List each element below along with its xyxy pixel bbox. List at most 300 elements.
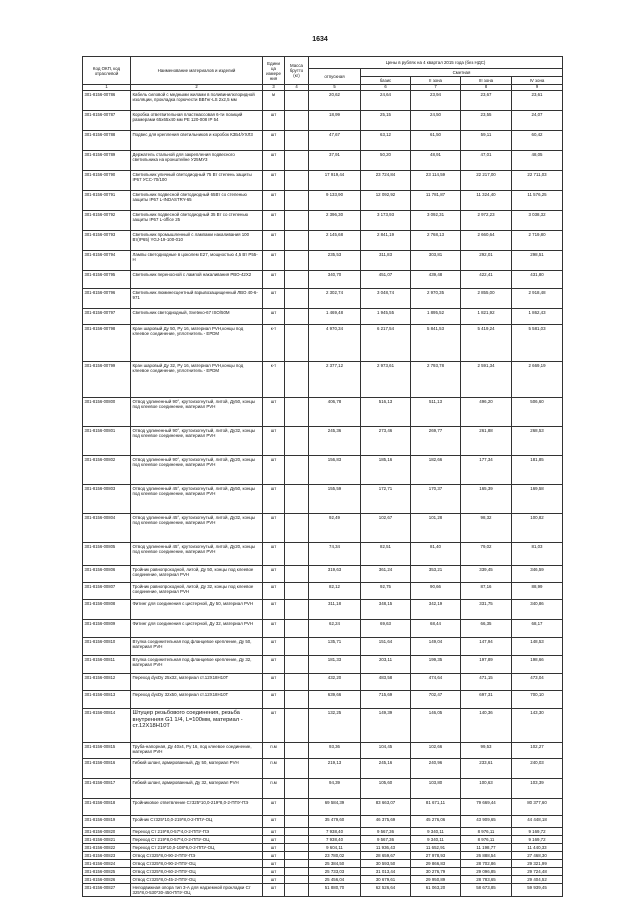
header-base: базис [361, 77, 411, 85]
price-zone3: 422,41 [461, 271, 512, 289]
price-code: 301-8156-00790 [83, 171, 131, 191]
price-zone4: 29 404,52 [512, 876, 563, 884]
price-code: 301-8156-00787 [83, 111, 131, 131]
price-zone2: 9 340,11 [411, 836, 461, 844]
header-zone2: II зона [411, 77, 461, 85]
price-release: 235,53 [309, 251, 361, 271]
price-name: Втулка соединительная под фланцевое крепление, Ду 50, материал PVH [131, 638, 263, 656]
price-zone4: 298,51 [512, 251, 563, 271]
price-code: 301-8156-00798 [83, 325, 131, 362]
price-release: 1 469,48 [309, 309, 361, 325]
price-zone2: 342,19 [411, 600, 461, 620]
price-mass [285, 131, 309, 151]
price-zone3: 66,35 [461, 620, 512, 638]
price-zone3: 2 591,34 [461, 362, 512, 398]
price-code: 301-8156-00824 [83, 860, 131, 868]
price-release: 219,13 [309, 759, 361, 779]
price-release: 319,63 [309, 566, 361, 583]
price-release: 9 604,11 [309, 844, 361, 852]
price-code: 301-8156-00818 [83, 799, 131, 816]
price-code: 301-8156-00803 [83, 485, 131, 514]
price-zone3: 29 096,85 [461, 868, 512, 876]
price-zone2: 702,47 [411, 691, 461, 709]
price-base: 83 663,07 [361, 799, 411, 816]
price-name: Штуцер резьбового соединения, резьба внутренняя G1 1/4, L=100мм, материал - ст.12Х18Н10Т [131, 709, 263, 743]
price-mass [285, 583, 309, 600]
price-name: Отвод удлиненный 45°, крутоизогнутый, литой, Ду32, концы под клеевое соединение, материал PVH [131, 514, 263, 543]
price-name: Коробка ответвительная пластмассовая 6-ти позиций размерами 65х65х40 мм РЕ 120-008 IP 54 [131, 111, 263, 131]
price-code: 301-8156-00825 [83, 868, 131, 876]
price-zone3: 47,01 [461, 151, 512, 171]
price-name: Тройник Ст325*10,0-219*8,0-2-ППУ-ОЦ [131, 816, 263, 828]
price-mass [285, 456, 309, 485]
price-zone4: 24,07 [512, 111, 563, 131]
price-zone2: 3 092,31 [411, 211, 461, 231]
price-zone3: 23,55 [461, 111, 512, 131]
price-base: 50,20 [361, 151, 411, 171]
table-row [83, 211, 563, 231]
price-base: 69,63 [361, 620, 411, 638]
price-zone2: 102,66 [411, 743, 461, 759]
price-unit: шт [263, 271, 285, 289]
price-unit: шт [263, 289, 285, 309]
price-release: 82,12 [309, 583, 361, 600]
price-mass [285, 251, 309, 271]
header-code: Код ОКП, код отраслевой [83, 57, 131, 85]
price-zone4: 5 581,03 [512, 325, 563, 362]
price-mass [285, 884, 309, 897]
table-row [83, 638, 563, 656]
price-name: Отвод Ст325*8,0-60-2-ППУ-ОЦ [131, 868, 263, 876]
price-unit: п.м [263, 759, 285, 779]
price-zone2: 1 895,52 [411, 309, 461, 325]
price-code: 301-8156-00796 [83, 289, 131, 309]
price-zone3: 147,94 [461, 638, 512, 656]
price-zone4: 44 448,18 [512, 816, 563, 828]
price-zone2: 303,81 [411, 251, 461, 271]
col-number: 8 [461, 85, 512, 91]
price-name: Подвес для крепления светильников и коробок КЗБ4/УХЛ3 [131, 131, 263, 151]
price-code: 301-8156-00806 [83, 566, 131, 583]
table-row [83, 91, 563, 111]
price-mass [285, 151, 309, 171]
header-zone4: IV зона [512, 77, 563, 85]
col-number: 7 [411, 85, 461, 91]
price-unit: шт [263, 691, 285, 709]
price-zone4: 148,53 [512, 638, 563, 656]
price-mass [285, 691, 309, 709]
price-unit: шт [263, 600, 285, 620]
price-zone2: 474,64 [411, 674, 461, 691]
price-unit: шт [263, 868, 285, 876]
table-row [83, 325, 563, 362]
price-name: Гибкий шланг, армированный, Ду 32, материал PVH [131, 779, 263, 799]
price-release: 340,70 [309, 271, 361, 289]
price-name: Втулка соединительная под фланцевое крепление, Ду 32, материал PVH [131, 656, 263, 674]
price-zone4: 268,53 [512, 427, 563, 456]
table-row [83, 398, 563, 427]
table-row [83, 828, 563, 836]
price-zone3: 697,31 [461, 691, 512, 709]
price-zone2: 23 114,59 [411, 171, 461, 191]
price-mass [285, 759, 309, 779]
price-zone2: 45 276,06 [411, 816, 461, 828]
header-estimate: Сметная [361, 69, 563, 77]
price-mass [285, 362, 309, 398]
price-base: 9 567,36 [361, 828, 411, 836]
price-release: 35 479,60 [309, 816, 361, 828]
price-zone4: 29 724,48 [512, 868, 563, 876]
price-release: 181,33 [309, 656, 361, 674]
price-unit: шт [263, 836, 285, 844]
price-name: Держатель стальной для закрепления подвесного светильника на кронштейне У25МУ3 [131, 151, 263, 171]
col-number: 5 [309, 85, 361, 91]
price-zone3: 2 855,00 [461, 289, 512, 309]
header-zone3: III зона [461, 77, 512, 85]
price-zone4: 29 321,99 [512, 860, 563, 868]
price-zone4: 100,82 [512, 514, 563, 543]
table-row [83, 543, 563, 566]
table-row [83, 171, 563, 191]
price-zone3: 98,32 [461, 514, 512, 543]
table-row [83, 309, 563, 325]
header-unit: Едини ца измере ния [263, 57, 285, 85]
price-base: 11 936,43 [361, 844, 411, 852]
table-row [83, 131, 563, 151]
price-base: 245,16 [361, 759, 411, 779]
price-zone3: 11 198,77 [461, 844, 512, 852]
table-row [83, 600, 563, 620]
table-row [83, 844, 563, 852]
price-zone3: 233,61 [461, 759, 512, 779]
price-base: 348,15 [361, 600, 411, 620]
page-number: 1634 [312, 36, 328, 43]
price-code: 301-8156-00812 [83, 674, 131, 691]
price-mass [285, 828, 309, 836]
price-zone3: 23,67 [461, 91, 512, 111]
price-release: 311,18 [309, 600, 361, 620]
price-zone2: 61 063,20 [411, 884, 461, 897]
price-zone3: 58 673,85 [461, 884, 512, 897]
table-row [83, 362, 563, 398]
price-release: 406,78 [309, 398, 361, 427]
price-unit: шт [263, 674, 285, 691]
price-zone3: 1 821,92 [461, 309, 512, 325]
price-code: 301-8156-00797 [83, 309, 131, 325]
price-code: 301-8156-00822 [83, 844, 131, 852]
col-number: 4 [285, 85, 309, 91]
price-name: Кран шаровый Ду 50, Ру 16, материал PVH,концы под клеевое соединение, уплотнитель - EPDM [131, 325, 263, 362]
price-release: 2 396,30 [309, 211, 361, 231]
price-zone4: 60,42 [512, 131, 563, 151]
price-zone3: 26 888,54 [461, 852, 512, 860]
price-base: 3 173,93 [361, 211, 411, 231]
table-row [83, 251, 563, 271]
price-zone2: 90,66 [411, 583, 461, 600]
price-unit: шт [263, 171, 285, 191]
header-prices: Цены в рублях на 4 квартал 2015 года (без НДС) [309, 57, 563, 69]
price-zone3: 11 324,40 [461, 191, 512, 211]
price-zone2: 11 652,91 [411, 844, 461, 852]
price-base: 9 567,36 [361, 836, 411, 844]
price-base: 1 945,55 [361, 309, 411, 325]
price-unit: шт [263, 151, 285, 171]
price-release: 94,39 [309, 779, 361, 799]
price-rows [83, 91, 563, 897]
table-row [83, 884, 563, 897]
price-release: 18,99 [309, 111, 361, 131]
price-zone4: 240,03 [512, 759, 563, 779]
price-release: 23 780,02 [309, 852, 361, 860]
table-row [83, 111, 563, 131]
price-mass [285, 231, 309, 251]
col-number: 6 [361, 85, 411, 91]
price-base: 105,60 [361, 779, 411, 799]
price-mass [285, 620, 309, 638]
price-base: 6 217,54 [361, 325, 411, 362]
price-zone4: 80 377,60 [512, 799, 563, 816]
table-row [83, 860, 563, 868]
price-zone3: 165,39 [461, 485, 512, 514]
price-table [82, 56, 563, 897]
price-name: Отвод Ст325*8,0-90-2-ППУ-ОЦ [131, 860, 263, 868]
price-unit: шт [263, 852, 285, 860]
price-name: Светильник уличный светодиодный 75 Вт степень защиты IP67 УСС-70/100 [131, 171, 263, 191]
price-base: 2 973,61 [361, 362, 411, 398]
price-name: Тройник равнопроходной, литой, Ду 50, концы под клеевое соединение, материал PVH [131, 566, 263, 583]
price-release: 4 970,34 [309, 325, 361, 362]
price-base: 63,12 [361, 131, 411, 151]
price-base: 30 593,50 [361, 860, 411, 868]
price-zone2: 23,94 [411, 91, 461, 111]
price-code: 301-8156-00811 [83, 656, 131, 674]
price-code: 301-8156-00823 [83, 852, 131, 860]
price-unit: шт [263, 884, 285, 897]
price-base: 483,58 [361, 674, 411, 691]
table-row [83, 779, 563, 799]
price-mass [285, 427, 309, 456]
price-unit: шт [263, 656, 285, 674]
price-zone2: 29 866,83 [411, 860, 461, 868]
price-release: 9 133,90 [309, 191, 361, 211]
price-zone3: 331,75 [461, 600, 512, 620]
price-zone4: 81,03 [512, 543, 563, 566]
price-zone2: 101,28 [411, 514, 461, 543]
price-zone3: 2 660,64 [461, 231, 512, 251]
col-number: 9 [512, 85, 563, 91]
price-base: 451,07 [361, 271, 411, 289]
price-unit: шт [263, 620, 285, 638]
price-unit: шт [263, 828, 285, 836]
price-mass [285, 836, 309, 844]
price-unit: шт [263, 111, 285, 131]
price-code: 301-8156-00800 [83, 398, 131, 427]
price-mass [285, 309, 309, 325]
table-row [83, 289, 563, 309]
price-code: 301-8156-00799 [83, 362, 131, 398]
price-zone2: 81 671,11 [411, 799, 461, 816]
price-name: Тройник равнопроходной, литой, Ду 32, концы под клеевое соединение, материал PVH [131, 583, 263, 600]
price-mass [285, 514, 309, 543]
price-zone2: 353,21 [411, 566, 461, 583]
price-code: 301-8156-00820 [83, 828, 131, 836]
price-unit: шт [263, 583, 285, 600]
price-unit: шт [263, 398, 285, 427]
price-code: 301-8156-00810 [83, 638, 131, 656]
price-name: Отвод удлиненный 90°, крутоизогнутый, литой, Ду32, концы под клеевое соединение, материал PVH [131, 427, 263, 456]
price-zone2: 61,50 [411, 131, 461, 151]
price-zone3: 140,36 [461, 709, 512, 743]
table-row [83, 674, 563, 691]
price-release: 155,59 [309, 485, 361, 514]
price-base: 361,24 [361, 566, 411, 583]
price-mass [285, 743, 309, 759]
price-zone2: 149,04 [411, 638, 461, 656]
price-release: 37,91 [309, 151, 361, 171]
price-mass [285, 271, 309, 289]
table-row [83, 485, 563, 514]
price-base: 92,75 [361, 583, 411, 600]
price-release: 2 302,74 [309, 289, 361, 309]
price-mass [285, 656, 309, 674]
price-unit: шт [263, 231, 285, 251]
price-unit: шт [263, 131, 285, 151]
price-zone3: 99,53 [461, 743, 512, 759]
table-row [83, 271, 563, 289]
price-release: 639,66 [309, 691, 361, 709]
price-release: 245,36 [309, 427, 361, 456]
price-zone3: 261,88 [461, 427, 512, 456]
price-unit: шт [263, 485, 285, 514]
price-unit: шт [263, 543, 285, 566]
price-name: Переход dyxDy 32x50, материал ст.12Х18Н10Т [131, 691, 263, 709]
price-name: Отвод удлиненный 90°, крутоизогнутый, литой, Ду50, концы под клеевое соединение, материал PVH [131, 398, 263, 427]
price-zone3: 496,20 [461, 398, 512, 427]
price-base: 104,45 [361, 743, 411, 759]
price-unit: п.м [263, 779, 285, 799]
price-release: 51 880,70 [309, 884, 361, 897]
price-zone4: 431,80 [512, 271, 563, 289]
price-zone3: 79 669,44 [461, 799, 512, 816]
price-release: 93,36 [309, 743, 361, 759]
price-zone3: 28 702,86 [461, 860, 512, 868]
table-row [83, 868, 563, 876]
price-code: 301-8156-00813 [83, 691, 131, 709]
price-unit: шт [263, 566, 285, 583]
price-base: 151,64 [361, 638, 411, 656]
table-row [83, 799, 563, 816]
price-zone4: 11 440,33 [512, 844, 563, 852]
price-unit: шт [263, 876, 285, 884]
price-zone2: 2 970,35 [411, 289, 461, 309]
price-name: Светильник промышленный с лампами накаливания 100 Вт(IP65) YGJ-19-100-010 [131, 231, 263, 251]
price-unit: шт [263, 251, 285, 271]
col-number: 2 [131, 85, 263, 91]
price-name: Переход Ст 219*10,0-108*6,0-2-ППУ-ОЦ [131, 844, 263, 852]
price-unit: м [263, 91, 285, 111]
price-base: 62 526,64 [361, 884, 411, 897]
table-row [83, 231, 563, 251]
price-mass [285, 816, 309, 828]
price-zone2: 81,40 [411, 543, 461, 566]
price-mass [285, 799, 309, 816]
price-name: Фитинг для соединения с цистерной, Ду 32, материал PVH [131, 620, 263, 638]
price-zone4: 700,10 [512, 691, 563, 709]
price-code: 301-8156-00815 [83, 743, 131, 759]
price-zone4: 473,04 [512, 674, 563, 691]
price-release: 25 733,03 [309, 868, 361, 876]
price-zone2: 2 793,78 [411, 362, 461, 398]
price-code: 301-8156-00789 [83, 151, 131, 171]
price-mass [285, 876, 309, 884]
price-zone2: 511,13 [411, 398, 461, 427]
table-row [83, 816, 563, 828]
price-base: 172,71 [361, 485, 411, 514]
price-name: Лампы светодиодные в цоколем Е27, мощностью 4,5 Вт Р55-Н [131, 251, 263, 271]
price-zone4: 506,60 [512, 398, 563, 427]
price-zone2: 68,44 [411, 620, 461, 638]
price-base: 25,15 [361, 111, 411, 131]
price-unit: шт [263, 514, 285, 543]
price-zone2: 439,48 [411, 271, 461, 289]
price-zone3: 100,63 [461, 779, 512, 799]
price-release: 132,25 [309, 709, 361, 743]
price-zone4: 48,05 [512, 151, 563, 171]
price-base: 273,46 [361, 427, 411, 456]
price-name: Светильник подвесной светодиодный 65Вт со степенью защиты IP67 L-INDASTRY-65 [131, 191, 263, 211]
price-code: 301-8156-00826 [83, 876, 131, 884]
price-mass [285, 398, 309, 427]
price-zone4: 3 038,32 [512, 211, 563, 231]
table-row [83, 876, 563, 884]
price-code: 301-8156-00793 [83, 231, 131, 251]
price-mass [285, 191, 309, 211]
price-zone4: 143,30 [512, 709, 563, 743]
price-release: 17 919,44 [309, 171, 361, 191]
price-name: Переход Ст 219*8,0-57*4,0-2-ППУ-ОЦ [131, 836, 263, 844]
price-release: 7 938,40 [309, 836, 361, 844]
price-release: 25 456,04 [309, 876, 361, 884]
price-zone3: 8 976,11 [461, 828, 512, 836]
table-row [83, 427, 563, 456]
price-release: 135,71 [309, 638, 361, 656]
price-zone3: 5 419,24 [461, 325, 512, 362]
price-name: Труба-напорная, Ду 40х4, Ру 16, под клеевое соединение, материал PVH [131, 743, 263, 759]
price-mass [285, 171, 309, 191]
price-name: Отвод удлиненный 45°, крутоизогнутый, литой, Ду50, концы под клеевое соединение, материал PVH [131, 485, 263, 514]
price-name: Тройниковое ответвление Ст325*10,0-219*8,0-2-ППУ-ПЭ [131, 799, 263, 816]
price-mass [285, 709, 309, 743]
price-release: 156,83 [309, 456, 361, 485]
price-zone4: 102,27 [512, 743, 563, 759]
price-mass [285, 289, 309, 309]
price-base: 82,51 [361, 543, 411, 566]
table-row [83, 709, 563, 743]
price-name: Переход dyxDy 25x32, материал ст.12Х18Н10Т [131, 674, 263, 691]
table-row [83, 514, 563, 543]
price-zone2: 2 768,13 [411, 231, 461, 251]
price-zone2: 170,37 [411, 485, 461, 514]
price-name: Фитинг для соединения с цистерной, Ду 50, материал PVH [131, 600, 263, 620]
table-row [83, 191, 563, 211]
price-base: 516,13 [361, 398, 411, 427]
price-mass [285, 844, 309, 852]
price-zone4: 23,61 [512, 91, 563, 111]
table-row [83, 743, 563, 759]
price-code: 301-8156-00804 [83, 514, 131, 543]
header-mass: Масса брутто (кг) [285, 57, 309, 85]
price-unit: шт [263, 456, 285, 485]
